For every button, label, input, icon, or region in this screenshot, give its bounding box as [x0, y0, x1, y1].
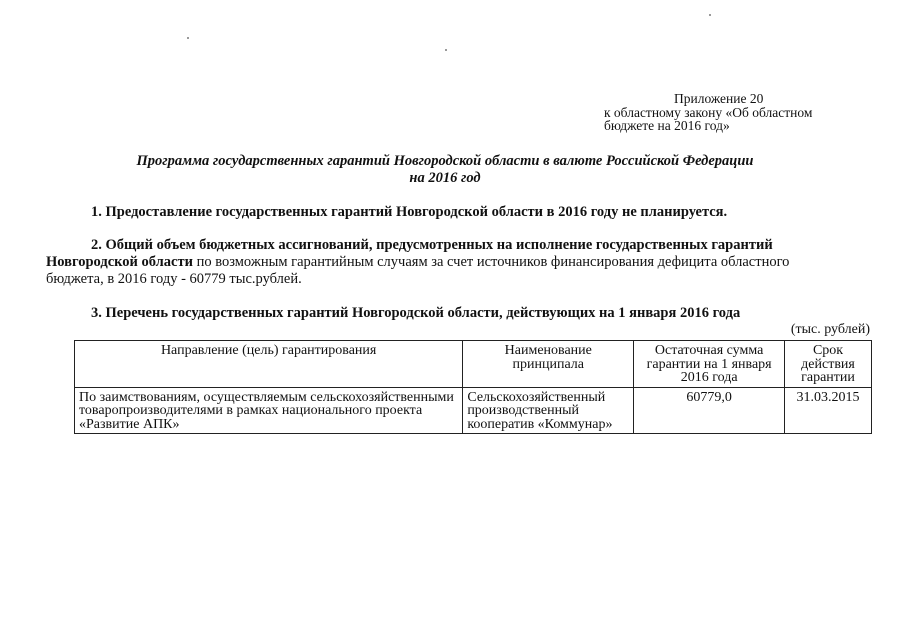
appendix-law-ref-cont: бюджете на 2016 год»	[604, 118, 730, 133]
title-line-2: на 2016 год	[409, 170, 481, 186]
cell-purpose: По заимствованиям, осуществляемым сельскохозяйственными товаропроизводителями в рамках национального проекта «Развитие АПК»	[75, 387, 463, 434]
appendix-law-ref: к областному закону «Об областном	[604, 104, 813, 120]
document-title	[60, 153, 830, 187]
cell-principal: Сельскохозяйственный производственный кооператив «Коммунар»	[463, 387, 634, 434]
appendix-number: Приложение 20	[674, 91, 764, 106]
section-3: 3. Перечень государственных гарантий Новгородской области, действующих на 1 января 2016 года	[91, 305, 741, 321]
header-term: Срок действия гарантии	[785, 341, 872, 388]
header-amount: Остаточная сумма гарантии на 1 января 2016 года	[634, 341, 785, 388]
table-header-row	[75, 341, 872, 388]
appendix-header	[604, 92, 854, 133]
guarantees-table	[74, 340, 872, 434]
header-purpose: Направление (цель) гарантирования	[75, 341, 463, 388]
scan-speck	[709, 14, 711, 16]
table-row	[75, 387, 872, 434]
cell-term: 31.03.2015	[785, 387, 872, 434]
section-2-bold: 2. Общий объем бюджетных ассигнований, предусмотренных на исполнение государственных гарантий Новгородской области	[46, 237, 773, 270]
scan-speck	[445, 49, 447, 51]
unit-note: (тыс. рублей)	[790, 322, 870, 337]
title-line-1: Программа государственных гарантий Новгородской области в валюте Российской Федерации	[136, 153, 754, 169]
cell-amount: 60779,0	[634, 387, 785, 434]
section-2	[46, 237, 836, 288]
scan-speck	[187, 37, 189, 39]
header-principal: Наименование принципала	[463, 341, 634, 388]
section-2-text: по возможным гарантийным случаям за счет источников финансирования дефицита областного бюджета, в 2016 году - 60779 тыс.рублей.	[46, 254, 790, 287]
section-1: 1. Предоставление государственных гарантий Новгородской области в 2016 году не планируется.	[91, 204, 728, 220]
